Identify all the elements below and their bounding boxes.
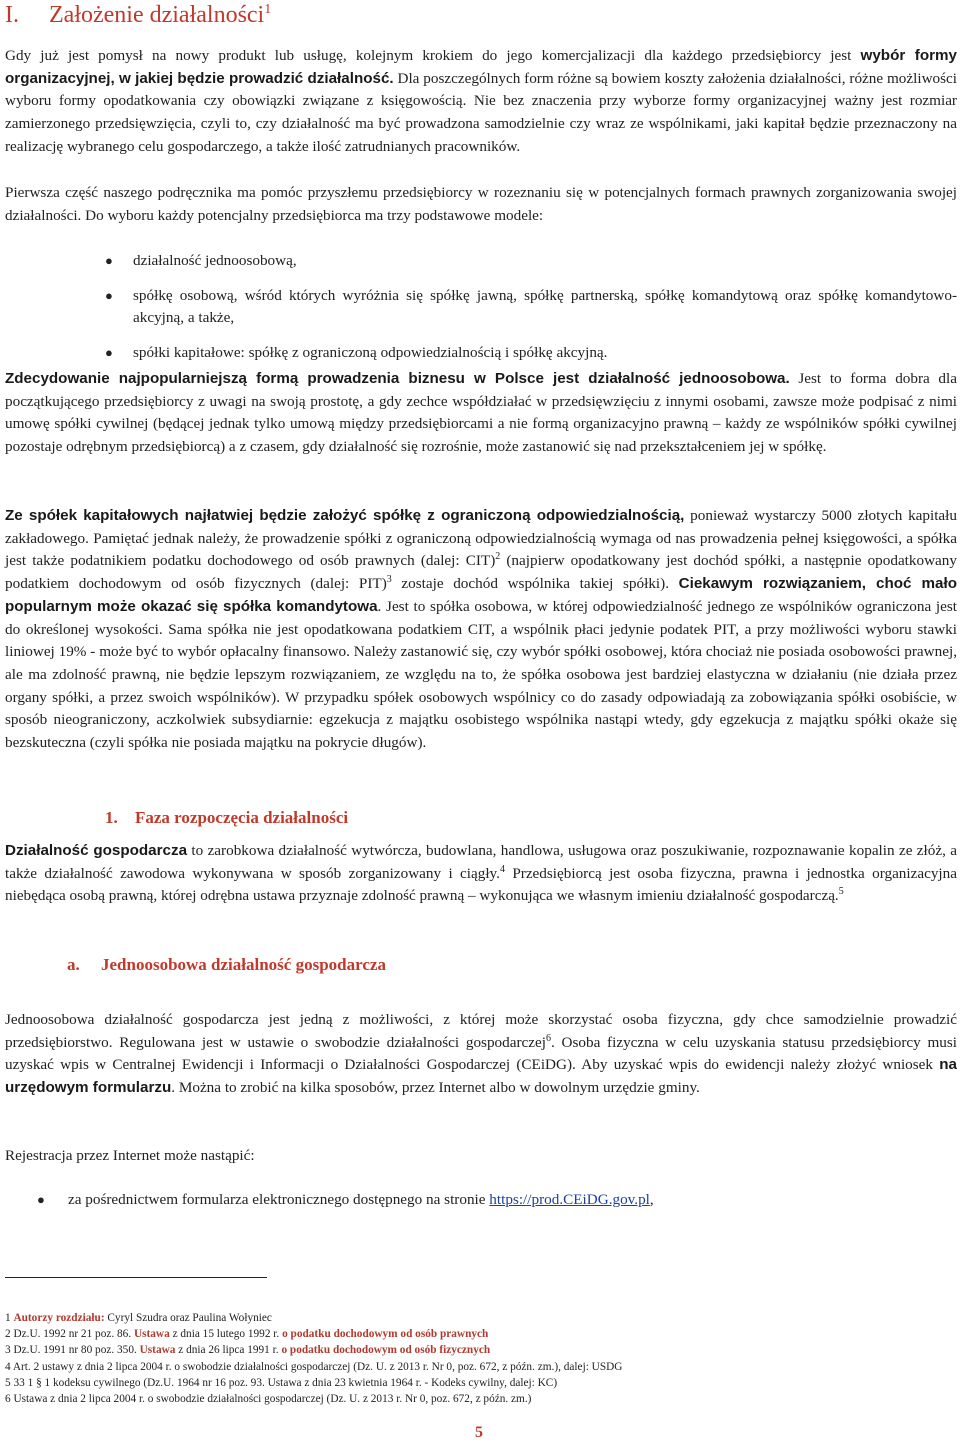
section-heading-1 — [105, 808, 348, 828]
registration-list — [5, 1189, 957, 1212]
section-title: Faza rozpoczęcia działalności — [135, 808, 349, 827]
footnote-ref-3[interactable]: 3 — [386, 574, 392, 586]
page-number: 5 — [475, 1424, 483, 1441]
paragraph-text: . Jest to spółka osobowa, w której odpowiedzialność jednego ze wspólników ograniczona jest do określonej wysokości. Sama spółka nie jest opodatkowana podatkiem CIT, a wspólnik płaci jedynie podatek PIT, a przy możliwości wyboru stawki liniowej 19% - może być to wybór opłacalny finansowo. Należy zastanowić się, czy wybór spółki osobowej, która chociaż nie posiada osobowości prawnej, ale ma zdolność prawną, nie będzie lepszym rozwiązaniem, ze względu na to, że spółka osobowa jest bardziej elastyczna w działaniu (nie działa przez organy spółki, a przez swoich wspólników). W przypadku spółek osobowych wspólnicy co do zasady odpowiadają za zobowiązania spółki osobiście, w sposób nieograniczony, aczkolwiek subsydiarnie: egzekucja z majątku osobistego wspólnika nastąpi wtedy, gdy egzekucja z majątku spółki okaże się bezskuteczna (czyli spółka nie posiada majątku na pokrycie długów). — [5, 597, 957, 752]
footnote-1: 1 Autorzy rozdziału: Cyryl Szudra oraz Paulina Wołyniec — [5, 1312, 272, 1324]
section-number: 1. — [105, 808, 118, 827]
list-item-text: działalność jednoosobową, — [133, 252, 297, 269]
footnote-2: 2 Dz.U. 1992 nr 21 poz. 86. Ustawa z dnia 15 lutego 1992 r. o podatku dochodowym od osób prawnych — [5, 1328, 489, 1341]
paragraph-sole-proprietorship — [5, 368, 957, 459]
footnote-ref-1[interactable]: 1 — [264, 2, 272, 17]
paragraph-text: zostaje dochód wspólnika takiej spółki). — [391, 575, 679, 593]
footnote-ref-2[interactable]: 2 — [495, 551, 501, 563]
paragraph-text: Jednoosobowa działalność gospodarcza jest jedną z możliwości, z której może skorzystać osoba fizyczna, gdy chce samodzielnie prowadzić przedsiębiorstwo. Regulowana jest w ustawie o swobodzie działalności gospodarczej — [5, 1011, 957, 1051]
paragraph-bold: na urzędowym formularzu — [5, 1056, 957, 1097]
footnotes — [5, 1310, 957, 1407]
paragraph-bold: Zdecydowanie najpopularniejszą formą prowadzenia biznesu w Polsce jest działalność jednoosobowa. — [5, 370, 790, 387]
footnote-3: 3 Dz.U. 1991 nr 80 poz. 350. Ustawa z dnia 26 lipca 1991 r. o podatku dochodowym od osób fizycznych — [5, 1344, 491, 1357]
paragraph-text: . Osoba fizyczna w celu uzyskania statusu przedsiębiorcy musi uzyskać wpis w Centralnej Ewidencji i Informacji o Działalności Gospodarczej (CEiDG). Aby uzyskać wpis do ewidencji należy złożyć wniosek — [5, 1033, 957, 1074]
paragraph-internet: Rejestracja przez Internet może nastąpić: — [5, 1147, 255, 1164]
footnote-ref-4[interactable]: 4 — [499, 863, 505, 875]
paragraph-definition — [5, 840, 957, 908]
section-title: Jednoosobowa działalność gospodarcza — [101, 955, 386, 974]
paragraph-text: to zarobkowa działalność wytwórcza, budowlana, handlowa, usługowa oraz poszukiwanie, rozpoznawanie kopalin ze złóż, a także działalność zawodowa wykonywana w sposób zorganizowany i ciągły. — [5, 842, 957, 882]
footnote-ref-5[interactable]: 5 — [838, 886, 844, 898]
footnote-5: 5 33 1 § 1 kodeksu cywilnego (Dz.U. 1964 nr 16 poz. 93. Ustawa z dnia 23 kwietnia 1964 r. - Kodeks cywilny, dalej: KC) — [5, 1376, 558, 1389]
bullet-icon: ● — [105, 253, 113, 268]
paragraph-text: ponieważ wystarczy 5000 złotych kapitału zakładowego. Pamiętać jednak należy, że prowadzenie spółki z ograniczoną odpowiedzialnością wymaga od nas prowadzenia pełnej księgowości, a spółka jest także podatnikiem podatku dochodowego od osób prawnych (dalej: CIT) — [5, 507, 957, 570]
section-heading-a — [67, 955, 386, 975]
paragraph-bold: Ciekawym rozwiązaniem, choć mało popularnym może okazać się spółka komandytowa — [5, 575, 957, 615]
list-item — [5, 342, 957, 365]
chapter-heading — [5, 2, 271, 29]
paragraph-text: . Można to zrobić na kilka sposobów, przez Internet albo w dowolnym urzędzie gminy. — [171, 1079, 700, 1097]
paragraph-registration — [5, 1009, 957, 1100]
list-item — [5, 285, 957, 330]
footnote-ref-6[interactable]: 6 — [545, 1032, 551, 1044]
bullet-icon: ● — [105, 345, 113, 361]
chapter-number: I. — [5, 2, 19, 28]
paragraph-intro-text-2: Dla poszczególnych form różne są bowiem koszty założenia działalności, różne możliwości wyboru formy opodatkowania czy obowiązki związane z księgowością. Nie bez znaczenia przy wyborze formy organizacyjnej ważny jest rozmiar zamierzonego przedsięwzięcia, czyli to, czy działalność ma być prowadzona samodzielnie czy wraz ze wspólnikami, jaki kapitał będzie przeznaczony na realizację wybranego celu gospodarczego, a także ilość zatrudnianych pracowników. — [5, 69, 958, 155]
list-item — [5, 1189, 957, 1212]
paragraph-capital-companies — [5, 505, 957, 755]
ceidg-link[interactable]: https://prod.CEiDG.gov.pl — [489, 1191, 650, 1208]
paragraph-text: Przedsiębiorcą jest osoba fizyczna, prawna i jednostka organizacyjna niebędąca osobą prawną, której odrębna ustawa przyznaje zdolność prawną – wykonująca we własnym imieniu działalność gospodarczą. — [5, 864, 957, 905]
list-item-text: spółkę osobową, wśród których wyróżnia się spółkę jawną, spółkę partnerską, spółkę komandytową oraz spółkę komandytowo-akcyjną, a także, — [133, 286, 957, 327]
bullet-icon: ● — [37, 1192, 45, 1207]
paragraph-intro-text: Gdy już jest pomysł na nowy produkt lub usługę, kolejnym krokiem do jego komercjalizacji dla każdego przedsiębiorcy jest — [5, 47, 861, 64]
bullet-icon: ● — [105, 287, 113, 303]
footnote-4: 4 Art. 2 ustawy z dnia 2 lipca 2004 r. o swobodzie działalności gospodarczej (Dz. U. z 2013 r. Nr 0, poz. 672, z późn. zm.), dalej: USDG — [5, 1360, 623, 1373]
list-item-text: , — [649, 1191, 654, 1208]
list-item-text: spółki kapitałowe: spółkę z ograniczoną odpowiedzialnością i spółkę akcyjną. — [133, 344, 608, 362]
paragraph-bold: Działalność gospodarcza — [5, 842, 188, 859]
section-number: a. — [67, 955, 80, 974]
footnote-6: 6 Ustawa z dnia 2 lipca 2004 r. o swobodzie działalności gospodarczej (Dz. U. z 2013 r. Nr 0, poz. 672, z późn. zm.) — [5, 1393, 532, 1406]
paragraph-intro — [5, 45, 957, 159]
paragraph-models: Pierwsza część naszego podręcznika ma pomóc przyszłemu przedsiębiorcy w rozeznaniu się w potencjalnych formach prawnych zorganizowania swojej działalności. Do wyboru każdy potencjalny przedsiębiorca ma trzy podstawowe modele: — [5, 184, 957, 224]
paragraph-text: (najpierw opodatkowany jest dochód spółki, a następnie opodatkowany podatkiem dochodowym od osób fizycznych (dalej: PIT) — [5, 552, 957, 593]
chapter-title: Założenie działalności — [49, 2, 265, 28]
list-item-text: za pośrednictwem formularza elektronicznego dostępnego na stronie — [68, 1191, 490, 1208]
list-item — [5, 250, 957, 273]
paragraph-text: Jest to forma dobra dla początkującego przedsiębiorcy z uwagi na swoją prostotę, a gdy zechce współdziałać w przedsięwzięciu z innymi osobami, zawsze może podpisać z nimi umowę spółki cywilnej (będącej jednak tylko umową między przedsiębiorcami a nie formą organizacyjno prawną – każdy ze wspólników spółki cywilnej pozostaje odrębnym przedsiębiorcą) a z czasem, gdy działalność się rozrośnie, może zastanowić się nad przekształceniem jej w spółkę. — [5, 370, 957, 456]
paragraph-intro-bold: wybór formy organizacyjnej, w jakiej będzie prowadzić działalność. — [5, 47, 957, 87]
footnote-separator — [5, 1277, 267, 1278]
paragraph-bold: Ze spółek kapitałowych najłatwiej będzie założyć spółkę z ograniczoną odpowiedzialnością, — [5, 507, 685, 524]
models-list — [5, 250, 957, 365]
